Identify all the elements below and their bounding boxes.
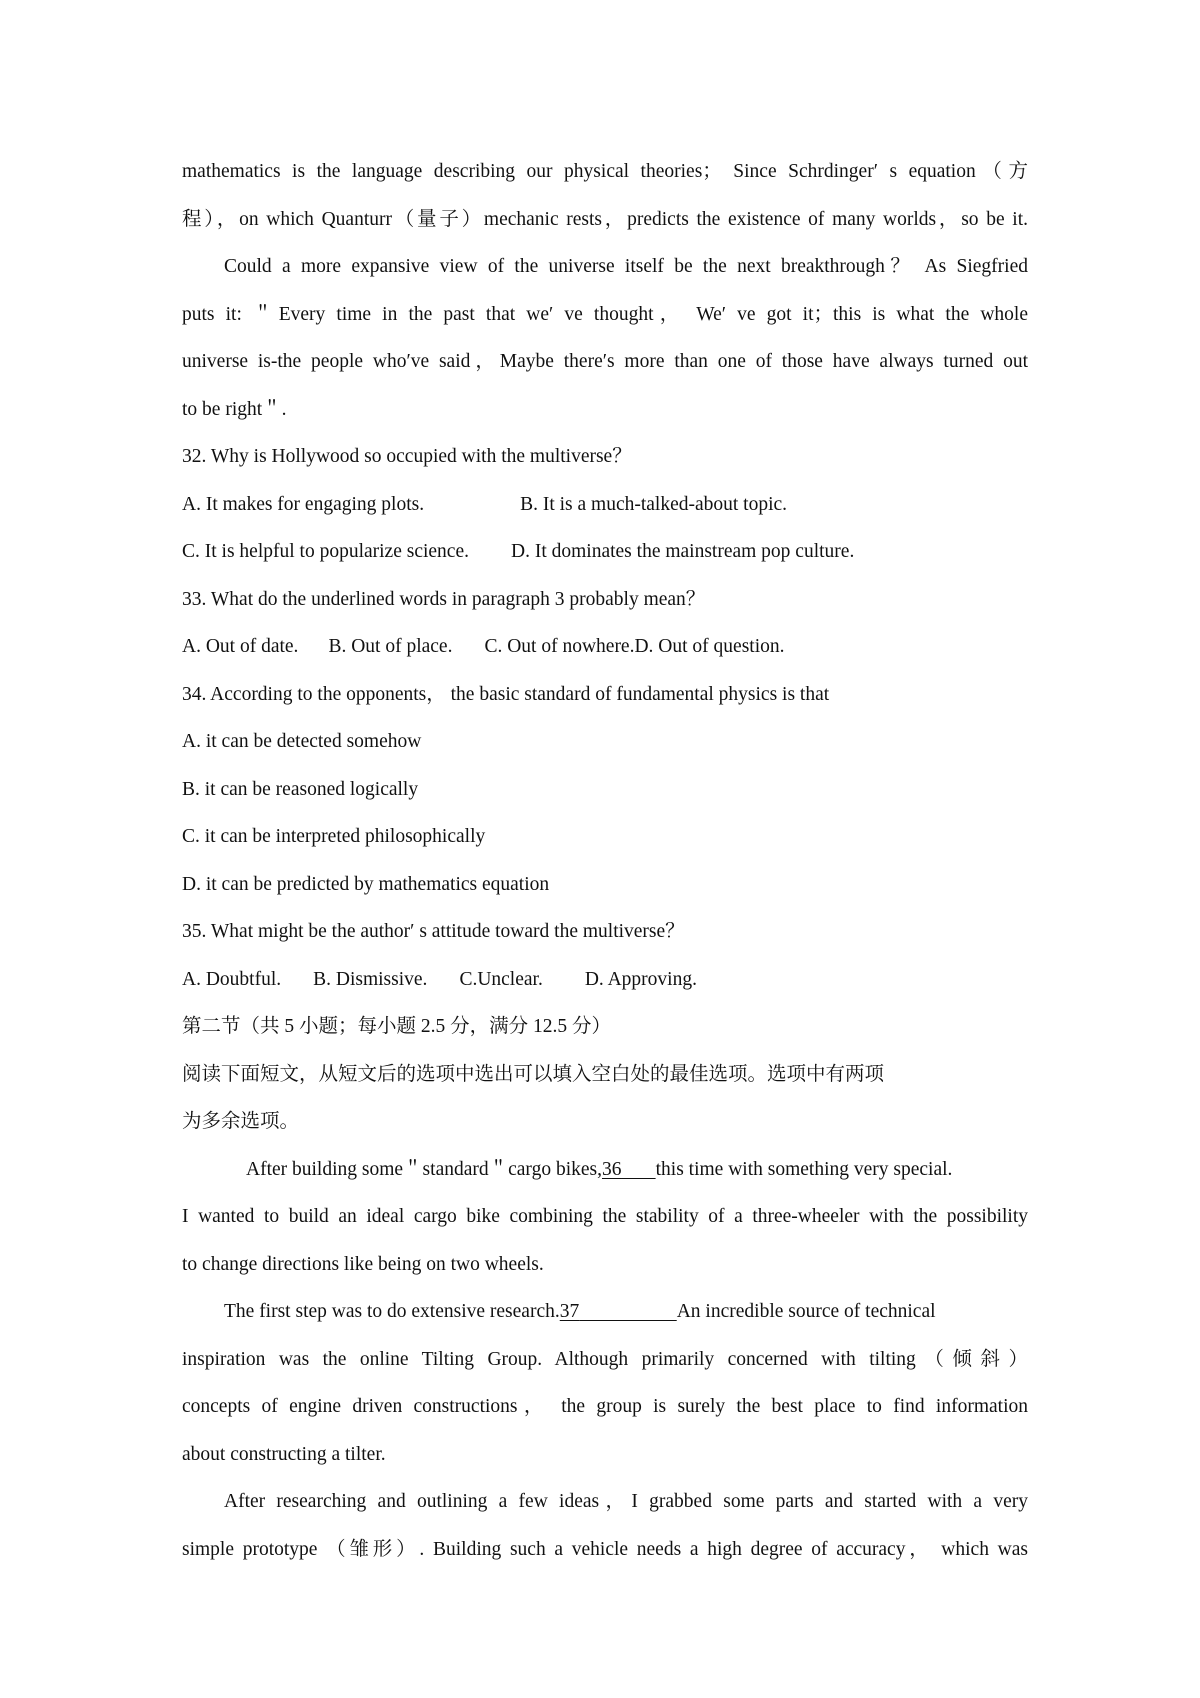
question-stem: 33. What do the underlined words in paragraph 3 probably mean？ bbox=[182, 588, 706, 610]
option-row bbox=[182, 528, 1028, 576]
option-b: B. it can be reasoned logically bbox=[182, 778, 419, 800]
passage-line: 程），on which Quanturr（量子）mechanic rests，predicts the existence of many worlds，so be it. bbox=[182, 208, 1028, 230]
option-b: B. Out of place. bbox=[328, 636, 453, 657]
passage-line: to be right＂. bbox=[182, 398, 287, 420]
passage-line: inspiration was the online Tilting Group. Although primarily concerned with tilting（倾斜） bbox=[182, 1348, 1028, 1370]
option-d: D. Approving. bbox=[584, 968, 697, 990]
option-c: C. Out of nowhere. bbox=[484, 636, 635, 657]
option-row bbox=[182, 623, 1028, 671]
passage-line: I wanted to build an ideal cargo bike combining the stability of a three-wheeler with the possibility bbox=[182, 1206, 1028, 1227]
section-instructions: 阅读下面短文，从短文后的选项中选出可以填入空白处的最佳选项。选项中有两项 bbox=[182, 1063, 885, 1085]
option-b: B. Dismissive. bbox=[313, 968, 428, 990]
option-d: D. Out of question. bbox=[634, 636, 785, 657]
option-a: A. It makes for engaging plots. bbox=[182, 493, 425, 515]
passage-line: to change directions like being on two wheels. bbox=[182, 1253, 544, 1275]
question-stem: 35. What might be the author′ s attitude toward the multiverse？ bbox=[182, 921, 685, 942]
option-c: C. It is helpful to popularize science. bbox=[182, 541, 469, 562]
option-d: D. it can be predicted by mathematics equation bbox=[182, 873, 550, 895]
passage-line: simple prototype （雏形）. Building such a vehicle needs a high degree of accuracy， which was bbox=[182, 1538, 1028, 1560]
option-c: C.Unclear. bbox=[459, 968, 543, 990]
passage-line: about constructing a tilter. bbox=[182, 1443, 386, 1465]
document-page bbox=[182, 148, 1028, 1573]
passage-line: universe is-the people who′ve said，Maybe there′s more than one of those have always turned out bbox=[182, 351, 1028, 372]
question-stem: 34. According to the opponents， the basic standard of fundamental physics is that bbox=[182, 683, 830, 705]
passage-line: mathematics is the language describing our physical theories； Since Schrdinger′ s equation（方 bbox=[182, 161, 1028, 182]
option-c: C. it can be interpreted philosophically bbox=[182, 826, 486, 847]
option-row bbox=[182, 481, 1028, 529]
blank-37: 37 bbox=[559, 1301, 580, 1322]
option-a: A. Out of date. bbox=[182, 636, 299, 657]
option-d: D. It dominates the mainstream pop culture. bbox=[511, 541, 855, 562]
section-heading: 第二节（共 5 小题；每小题 2.5 分，满分 12.5 分） bbox=[182, 1016, 612, 1037]
option-a: A. Doubtful. bbox=[182, 968, 282, 990]
blank-36: 36 bbox=[601, 1158, 622, 1180]
passage-line: concepts of engine driven constructions， the group is surely the best place to find information bbox=[182, 1396, 1028, 1417]
question-stem: 32. Why is Hollywood so occupied with the multiverse？ bbox=[182, 446, 632, 467]
passage-line: After building some＂standard＂cargo bikes,36 this time with something very special. bbox=[246, 1158, 953, 1180]
passage-line: After researching and outlining a few ideas，I grabbed some parts and started with a very bbox=[224, 1491, 1028, 1512]
option-b: B. It is a much-talked-about topic. bbox=[520, 493, 788, 515]
option-a: A. it can be detected somehow bbox=[182, 731, 422, 752]
passage-line: puts it: ＂Every time in the past that we′ ve thought， We′ ve got it；this is what the whole bbox=[182, 303, 1028, 325]
section-instructions: 为多余选项。 bbox=[182, 1111, 300, 1132]
option-row bbox=[182, 956, 1028, 1004]
passage-line: The first step was to do extensive research.37 An incredible source of technical bbox=[224, 1301, 936, 1322]
passage-line: Could a more expansive view of the universe itself be the next breakthrough？ As Siegfried bbox=[224, 256, 1028, 277]
